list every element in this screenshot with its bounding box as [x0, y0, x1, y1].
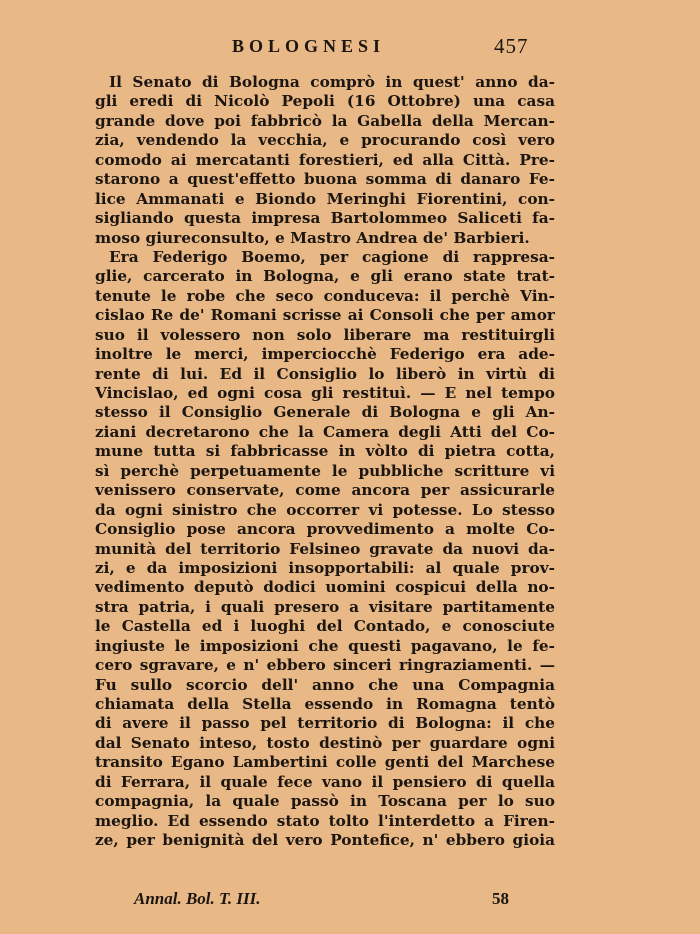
text-line: transito Egano Lambertini colle genti del Marchese	[95, 753, 555, 772]
text-line: glie, carcerato in Bologna, e gli erano state trat-	[95, 267, 555, 286]
text-line: venissero conservate, come ancora per assicurarle	[95, 481, 555, 500]
text-line: vedimento deputò dodici uomini cospicui della no-	[95, 578, 555, 597]
running-title: BOLOGNESI	[232, 36, 386, 56]
text-line: ziani decretarono che la Camera degli Atti del Co-	[95, 422, 555, 441]
text-line: Il Senato di Bologna comprò in quest' anno da-	[109, 73, 555, 91]
text-line: gli eredi di Nicolò Pepoli (16 Ottobre) una casa	[95, 92, 555, 111]
text-line: ze, per benignità del vero Pontefice, n' ebbero gioia	[95, 831, 555, 850]
text-line: cislao Re de' Romani scrisse ai Consoli che per amor	[95, 306, 555, 325]
text-line: dal Senato inteso, tosto destinò per guardare ogni	[95, 733, 555, 752]
text-line: di Ferrara, il quale fece vano il pensiero di quella	[95, 772, 555, 791]
text-line: Era Federigo Boemo, per cagione di rappresa-	[109, 247, 555, 266]
text-line: sigliando questa impresa Bartolommeo Saliceti fa-	[95, 209, 555, 228]
text-line: inoltre le merci, imperciocchè Federigo era ade-	[95, 345, 555, 364]
page-footer	[0, 889, 700, 911]
text-line: comodo ai mercatanti forestieri, ed alla Città. Pre-	[95, 150, 555, 169]
text-line: meglio. Ed essendo stato tolto l'interdetto a Firen-	[95, 811, 555, 830]
text-line: di avere il passo pel territorio di Bologna: il che	[95, 714, 555, 733]
text-line: compagnia, la quale passò in Toscana per lo suo	[95, 792, 555, 811]
text-line: grande dove poi fabbricò la Gabella della Mercan-	[95, 111, 555, 130]
text-line: moso giureconsulto, e Mastro Andrea de' Barbieri.	[95, 228, 530, 247]
text-line: le Castella ed i luoghi del Contado, e conosciute	[95, 617, 555, 636]
text-line: tenute le robe che seco conduceva: il perchè Vin-	[95, 286, 555, 305]
text-line: da ogni sinistro che occorrer vi potesse. Lo stesso	[95, 500, 555, 519]
text-line: zia, vendendo la vecchia, e procurando così vero	[95, 131, 555, 150]
text-line: chiamata della Stella essendo in Romagna tentò	[95, 695, 555, 713]
text-line: rente di lui. Ed il Consiglio lo liberò in virtù di	[95, 364, 555, 383]
body-text	[95, 73, 555, 851]
text-line: mune tutta si fabbricasse in vòlto di pietra cotta,	[95, 442, 555, 461]
text-line: lice Ammanati e Biondo Meringhi Fiorentini, con-	[95, 189, 555, 208]
text-line: munità del territorio Felsineo gravate da nuovi da-	[95, 539, 555, 558]
text-line: Consiglio pose ancora provvedimento a molte Co-	[95, 520, 555, 539]
text-line: sì perchè perpetuamente le pubbliche scritture vi	[95, 461, 555, 480]
text-line: Vincislao, ed ogni cosa gli restituì. — E nel tempo	[95, 384, 555, 402]
text-line: ingiuste le imposizioni che questi pagavano, le fe-	[95, 636, 555, 655]
text-line: stra patria, i quali presero a visitare partitamente	[95, 597, 555, 616]
running-head	[0, 36, 700, 60]
signature-number: 58	[492, 889, 509, 908]
page-number: 457	[494, 34, 529, 58]
text-line: zi, e da imposizioni insopportabili: al quale prov-	[95, 558, 555, 577]
text-line: stesso il Consiglio Generale di Bologna e gli An-	[95, 403, 555, 422]
text-line: cero sgravare, e n' ebbero sinceri ringraziamenti. —	[95, 656, 555, 675]
signature-mark: Annal. Bol. T. III.	[134, 889, 261, 908]
text-line: suo il volessero non solo liberare ma restituirgli	[95, 325, 555, 344]
text-line: Fu sullo scorcio dell' anno che una Compagnia	[95, 675, 555, 694]
text-line: starono a quest'effetto buona somma di danaro Fe-	[95, 170, 555, 189]
